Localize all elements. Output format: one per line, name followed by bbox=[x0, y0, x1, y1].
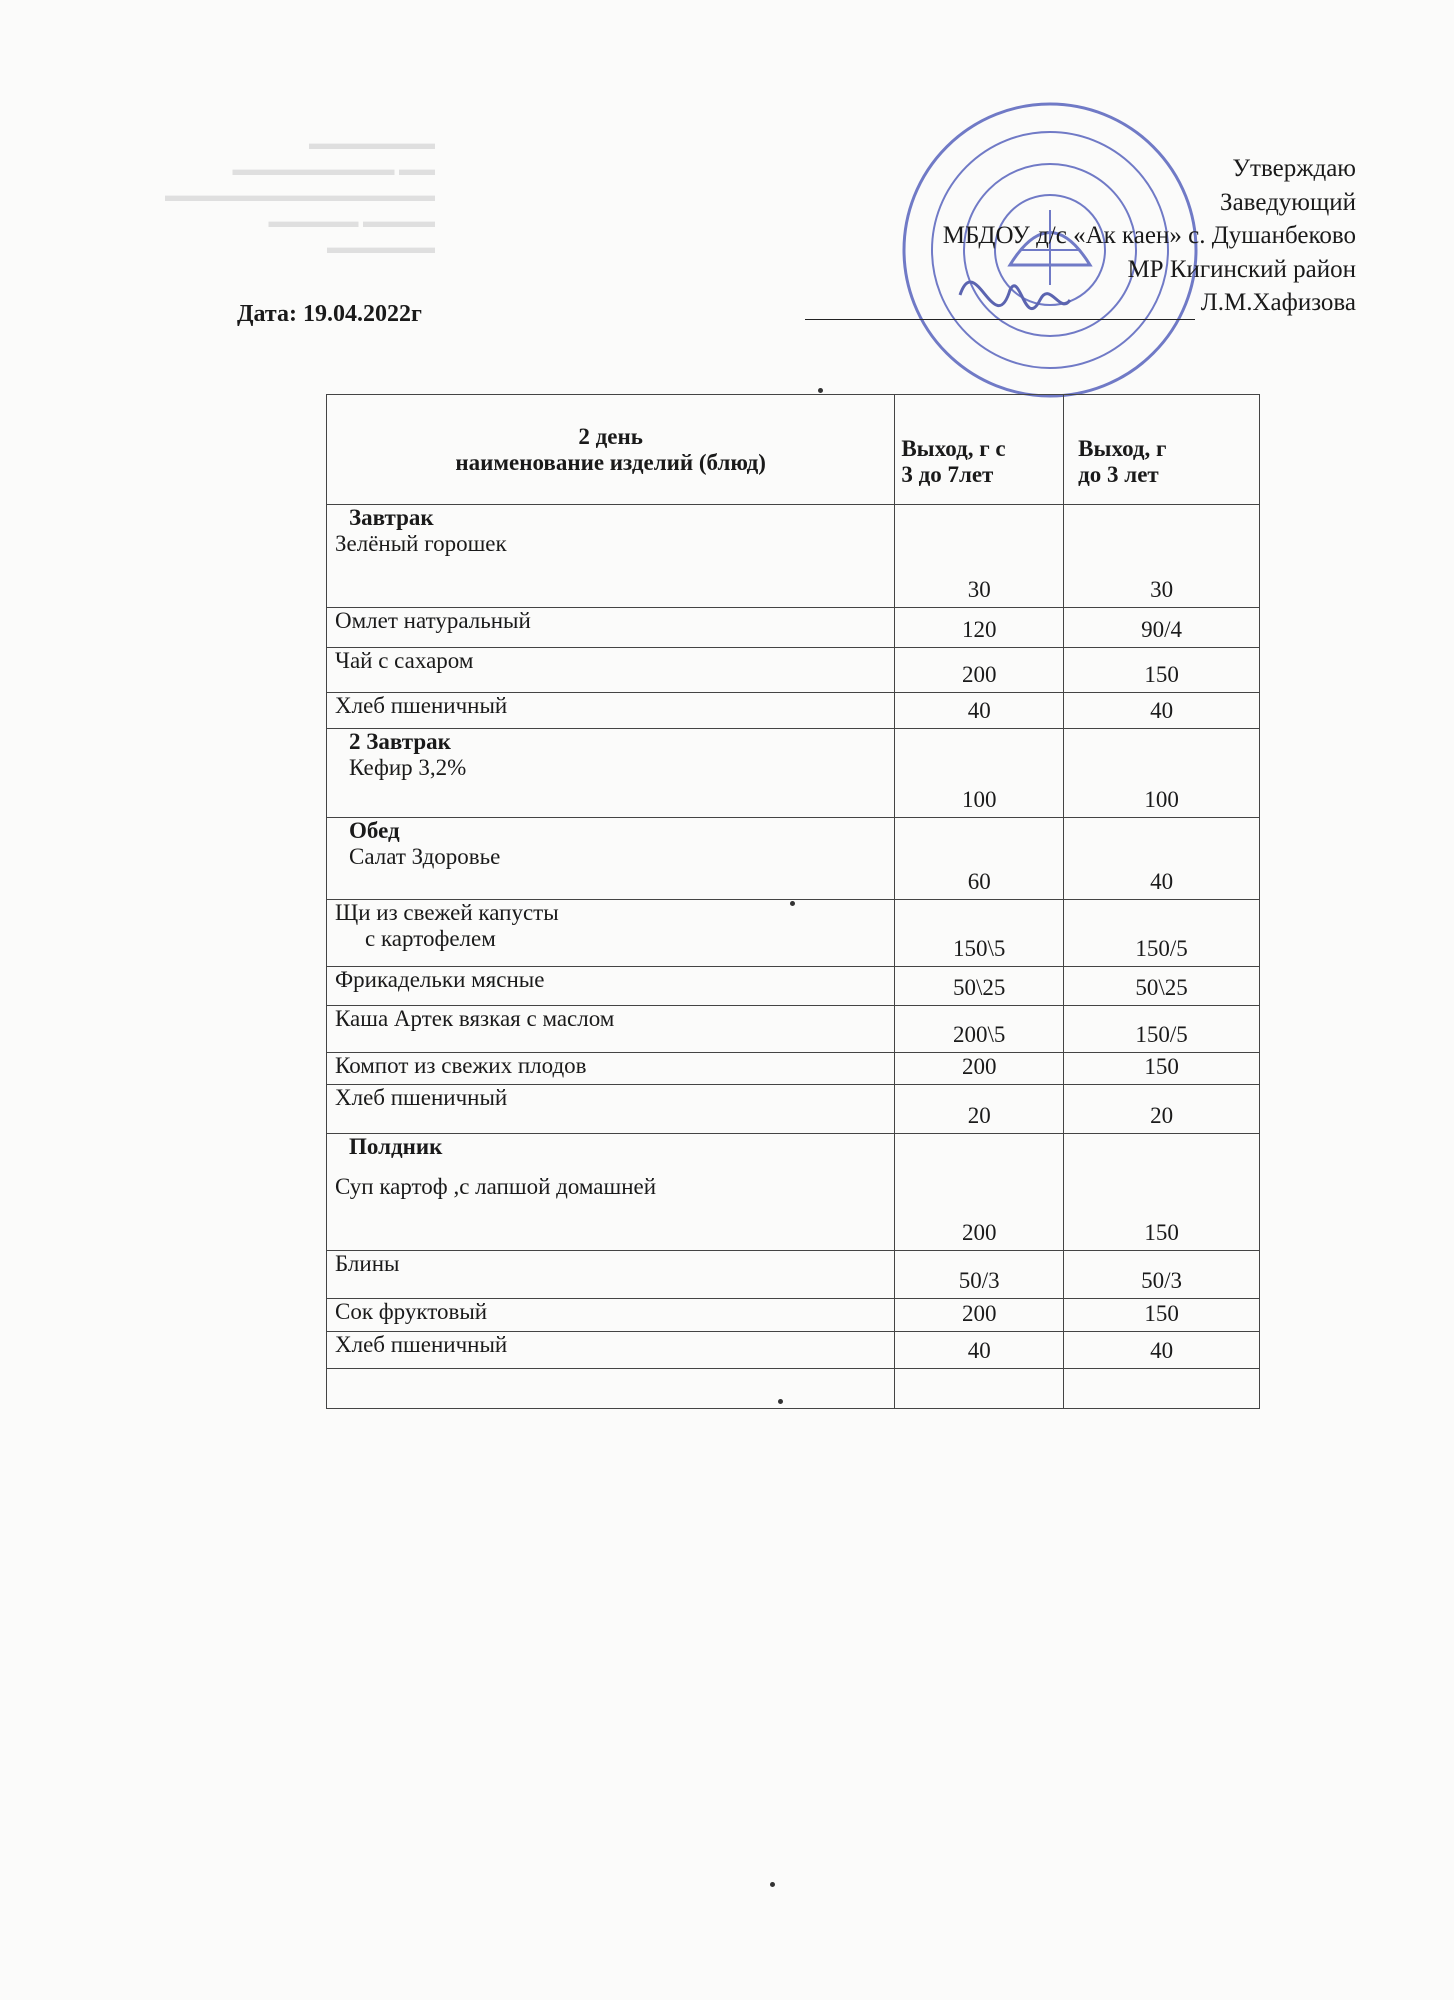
yield-3-7: 120 bbox=[895, 608, 1064, 648]
dish-cell bbox=[327, 818, 895, 900]
dish-cell bbox=[327, 1134, 895, 1251]
yield-3-7: 200 bbox=[895, 1053, 1064, 1085]
signature-line bbox=[805, 295, 1195, 320]
empty-cell bbox=[1064, 1369, 1260, 1409]
table-row bbox=[327, 1251, 1260, 1299]
empty-cell bbox=[895, 1369, 1064, 1409]
approval-signatory: Л.М.Хафизова bbox=[1200, 289, 1356, 316]
table-row bbox=[327, 608, 1260, 648]
table-row bbox=[327, 693, 1260, 729]
dish-cell bbox=[327, 1085, 895, 1134]
dish-name: Щи из свежей капусты bbox=[335, 900, 559, 925]
yield-3-7: 60 bbox=[895, 818, 1064, 900]
yield-under-3: 150 bbox=[1064, 648, 1260, 693]
yield-under-3: 150/5 bbox=[1064, 900, 1260, 967]
yield-3-7: 50\25 bbox=[895, 967, 1064, 1006]
dish-cell bbox=[327, 967, 895, 1006]
table-row bbox=[327, 900, 1260, 967]
yield-under-3: 30 bbox=[1064, 505, 1260, 608]
dish-name: Кефир 3,2% bbox=[349, 755, 467, 780]
yield-3-7: 200 bbox=[895, 648, 1064, 693]
dish-name: Хлеб пшеничный bbox=[335, 1085, 508, 1110]
header-yield-3-7: Выход, г с 3 до 7лет bbox=[895, 395, 1064, 505]
yield-3-7: 40 bbox=[895, 1332, 1064, 1369]
dish-name: Каша Артек вязкая с маслом bbox=[335, 1006, 615, 1031]
dish-name: Хлеб пшеничный bbox=[335, 693, 508, 718]
approval-organization: МБДОУ д/с «Ак каен» с. Душанбеково bbox=[942, 222, 1356, 249]
dish-name: Фрикадельки мясные bbox=[335, 967, 545, 992]
dish-cell bbox=[327, 648, 895, 693]
meal-section: Полдник bbox=[349, 1134, 443, 1159]
yield-under-3: 20 bbox=[1064, 1085, 1260, 1134]
dish-name: Хлеб пшеничный bbox=[335, 1332, 508, 1357]
yield-under-3: 90/4 bbox=[1064, 608, 1260, 648]
table-row bbox=[327, 505, 1260, 608]
table-row bbox=[327, 1299, 1260, 1332]
dish-name: Блины bbox=[335, 1251, 400, 1276]
speck bbox=[818, 388, 823, 393]
bleed-through-text: ▬▬▬▬▬▬▬ ▬▬ ▬▬▬▬▬▬▬▬▬ ▬▬▬▬▬▬▬▬▬▬▬▬▬▬▬ ▬▬▬▬ ▬▬▬▬▬ ▬▬▬▬▬▬ bbox=[165, 133, 435, 257]
yield-under-3: 40 bbox=[1064, 1332, 1260, 1369]
dish-cell bbox=[327, 900, 895, 967]
dish-name: Суп картоф ,с лапшой домашней bbox=[335, 1174, 657, 1199]
approval-block bbox=[805, 152, 1356, 320]
dish-name-cont: с картофелем bbox=[365, 926, 496, 951]
yield-3-7: 50/3 bbox=[895, 1251, 1064, 1299]
dish-name: Сок фруктовый bbox=[335, 1299, 488, 1324]
yield-under-3: 100 bbox=[1064, 729, 1260, 818]
dish-name: Чай с сахаром bbox=[335, 648, 474, 673]
empty-row bbox=[327, 1369, 1260, 1409]
speck bbox=[790, 901, 795, 906]
dish-cell bbox=[327, 1299, 895, 1332]
dish-cell bbox=[327, 1332, 895, 1369]
table-row bbox=[327, 1006, 1260, 1053]
yield-under-3: 50\25 bbox=[1064, 967, 1260, 1006]
speck bbox=[770, 1882, 775, 1887]
yield-3-7: 200 bbox=[895, 1134, 1064, 1251]
table-row bbox=[327, 1053, 1260, 1085]
header-yield-under-3: Выход, г до 3 лет bbox=[1064, 395, 1260, 505]
yield-under-3: 150/5 bbox=[1064, 1006, 1260, 1053]
table-row bbox=[327, 648, 1260, 693]
header-name: 2 день наименование изделий (блюд) bbox=[327, 395, 895, 505]
yield-under-3: 40 bbox=[1064, 693, 1260, 729]
speck bbox=[778, 1399, 783, 1404]
table-row bbox=[327, 729, 1260, 818]
yield-3-7: 20 bbox=[895, 1085, 1064, 1134]
dish-name: Компот из свежих плодов bbox=[335, 1053, 587, 1078]
approval-district: МР Кигинский район bbox=[1127, 255, 1356, 283]
dish-cell bbox=[327, 1053, 895, 1085]
meal-section: Завтрак bbox=[349, 505, 434, 530]
document-date: Дата: 19.04.2022г bbox=[237, 301, 422, 327]
dish-name: Омлет натуральный bbox=[335, 608, 531, 633]
yield-3-7: 200 bbox=[895, 1299, 1064, 1332]
meal-section: Обед bbox=[349, 818, 400, 843]
yield-under-3: 50/3 bbox=[1064, 1251, 1260, 1299]
yield-3-7: 100 bbox=[895, 729, 1064, 818]
table-header-row bbox=[327, 395, 1260, 505]
yield-under-3: 150 bbox=[1064, 1134, 1260, 1251]
dish-name: Зелёный горошек bbox=[335, 531, 507, 556]
dish-cell bbox=[327, 505, 895, 608]
yield-under-3: 40 bbox=[1064, 818, 1260, 900]
meal-section: 2 Завтрак bbox=[349, 729, 451, 754]
dish-cell bbox=[327, 1006, 895, 1053]
yield-under-3: 150 bbox=[1064, 1299, 1260, 1332]
yield-3-7: 150\5 bbox=[895, 900, 1064, 967]
yield-3-7: 30 bbox=[895, 505, 1064, 608]
yield-under-3: 150 bbox=[1064, 1053, 1260, 1085]
yield-3-7: 200\5 bbox=[895, 1006, 1064, 1053]
dish-name: Салат Здоровье bbox=[349, 844, 501, 869]
table-row bbox=[327, 1134, 1260, 1251]
dish-cell bbox=[327, 608, 895, 648]
approval-title: Утверждаю bbox=[1232, 155, 1356, 182]
table-row bbox=[327, 1085, 1260, 1134]
dish-cell bbox=[327, 693, 895, 729]
table-row bbox=[327, 818, 1260, 900]
approval-position: Заведующий bbox=[1220, 188, 1356, 216]
dish-cell bbox=[327, 1251, 895, 1299]
empty-cell bbox=[327, 1369, 895, 1409]
table-row bbox=[327, 1332, 1260, 1369]
yield-3-7: 40 bbox=[895, 693, 1064, 729]
dish-cell bbox=[327, 729, 895, 818]
table-row bbox=[327, 967, 1260, 1006]
